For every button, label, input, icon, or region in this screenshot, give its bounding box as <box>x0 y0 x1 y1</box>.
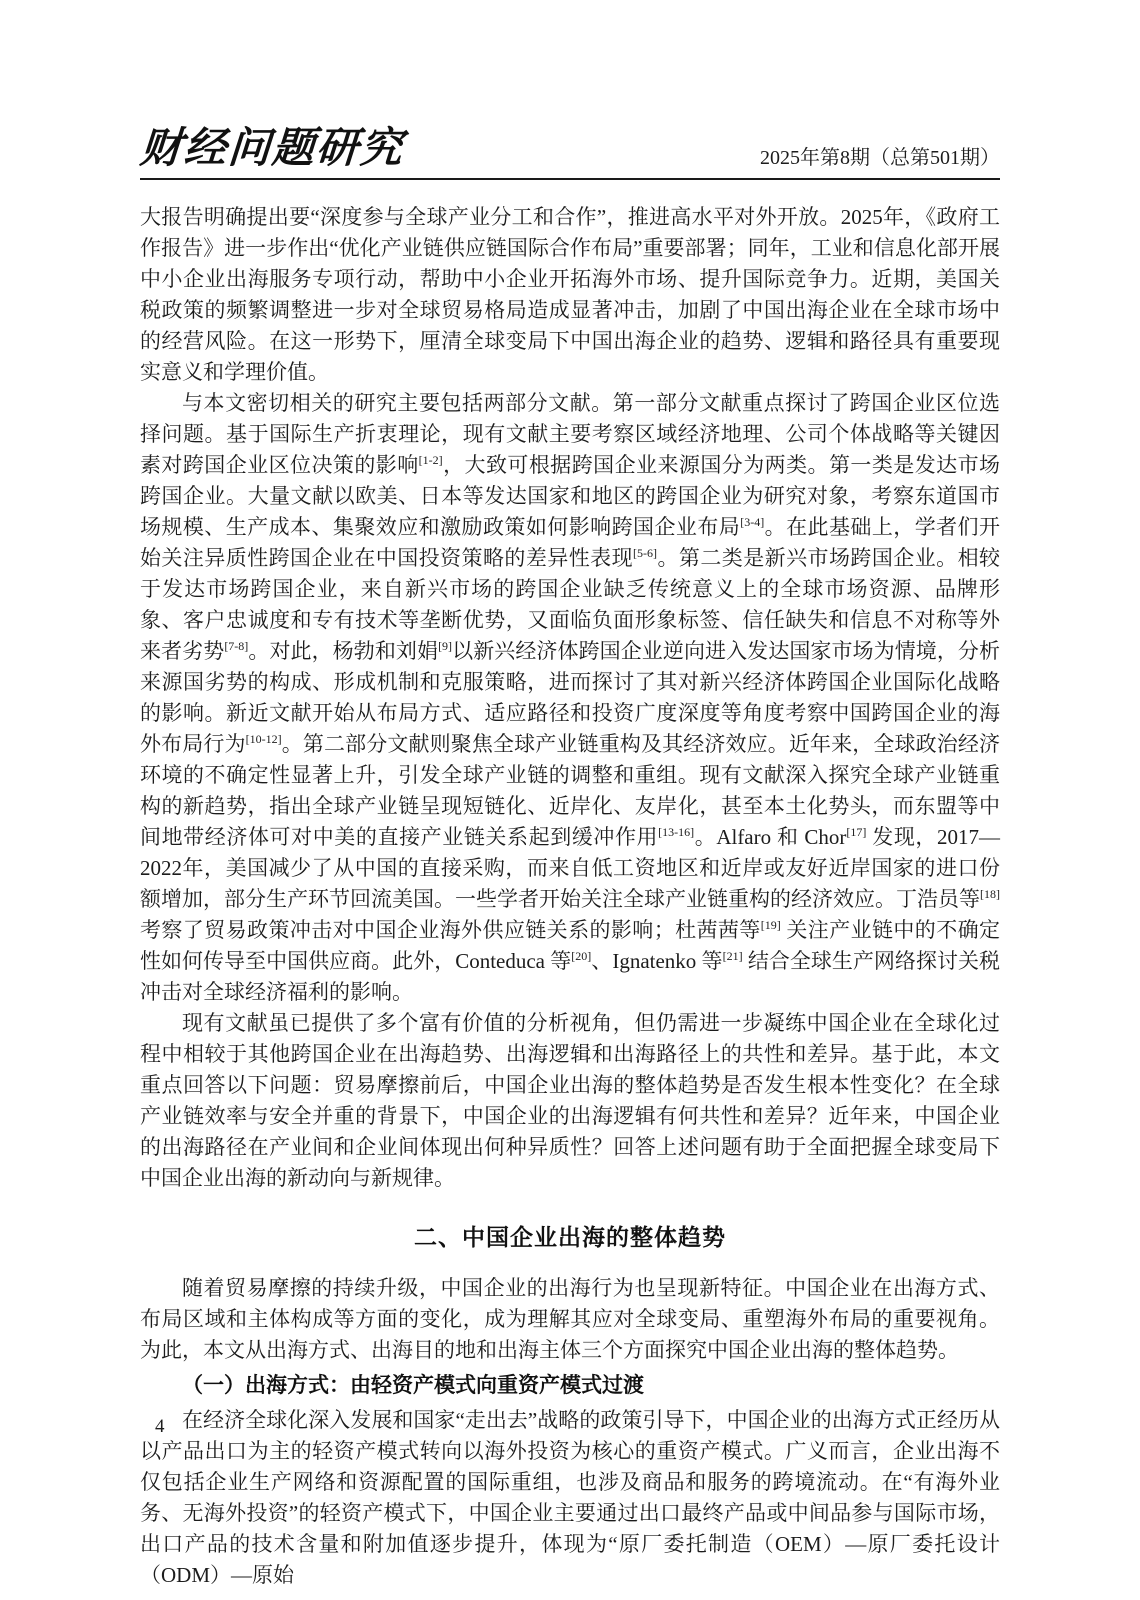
citation-ref: [7-8] <box>224 639 249 654</box>
page-header <box>140 126 1000 180</box>
page-content <box>140 126 1000 1591</box>
citation-ref: [1-2] <box>418 453 443 468</box>
paragraph: 大报告明确提出要“深度参与全球产业分工和合作”，推进高水平对外开放。2025年，《政府工作报告》进一步作出“优化产业链供应链国际合作布局”重要部署；同年，工业和信息化部开展中小企业出海服务专项行动，帮助中小企业开拓海外市场、提升国际竞争力。近期，美国关税政策的频繁调整进一步对全球贸易格局造成显著冲击，加剧了中国出海企业在全球市场中的经营风险。在这一形势下，厘清全球变局下中国出海企业的趋势、逻辑和路径具有重要现实意义和学理价值。 <box>140 205 1000 385</box>
paragraph: 在经济全球化深入发展和国家“走出去”战略的政策引导下，中国企业的出海方式正经历从以产品出口为主的轻资产模式转向以海外投资为核心的重资产模式。广义而言，企业出海不仅包括企业生产网络和资源配置的国际重组，也涉及商品和服务的跨境流动。在“有海外业务、无海外投资”的轻资产模式下，中国企业主要通过出口最终产品或中间品参与国际市场，出口产品的技术含量和附加值逐步提升，体现为“原厂委托制造（OEM）—原厂委托设计（ODM）—原始 <box>140 1408 1000 1588</box>
page-number: 4 <box>155 1416 165 1437</box>
citation-ref: [17] <box>846 825 867 840</box>
citation-ref: [3-4] <box>740 515 765 530</box>
subsection-heading: （一）出海方式：由轻资产模式向重资产模式过渡 <box>182 1374 644 1398</box>
citation-ref: [9] <box>438 639 453 654</box>
citation-ref: [10-12] <box>245 732 282 747</box>
paragraph: 与本文密切相关的研究主要包括两部分文献。第一部分文献重点探讨了跨国企业区位选择问题。基于国际生产折衷理论，现有文献主要考察区域经济地理、公司个体战略等关键因素对跨国企业区位决策的影响[1-2]，大致可根据跨国企业来源国分为两类。第一类是发达市场跨国企业。大量文献以欧美、日本等发达国家和地区的跨国企业为研究对象，考察东道国市场规模、生产成本、集聚效应和激励政策如何影响跨国企业布局[3-4]。在此基础上，学者们开始关注异质性跨国企业在中国投资策略的差异性表现[5-6]。第二类是新兴市场跨国企业。相较于发达市场跨国企业，来自新兴市场的跨国企业缺乏传统意义上的全球市场资源、品牌形象、客户忠诚度和专有技术等垄断优势，又面临负面形象标签、信任缺失和信息不对称等外来者劣势[7-8]。对此，杨勃和刘娟[9]以新兴经济体跨国企业逆向进入发达国家市场为情境，分析来源国劣势的构成、形成机制和克服策略，进而探讨了其对新兴经济体跨国企业国际化战略的影响。新近文献开始从布局方式、适应路径和投资广度深度等角度考察中国跨国企业的海外布局行为[10-12]。第二部分文献则聚焦全球产业链重构及其经济效应。近年来，全球政治经济环境的不确定性显著上升，引发全球产业链的调整和重组。现有文献深入探究全球产业链重构的新趋势，指出全球产业链呈现短链化、近岸化、友岸化，甚至本土化势头，而东盟等中间地带经济体可对中美的直接产业链关系起到缓冲作用[13-16]。Alfaro 和 Chor[17] 发现，2017—2022年，美国减少了从中国的直接采购，而来自低工资地区和近岸或友好近岸国家的进口份额增加，部分生产环节回流美国。一些学者开始关注全球产业链重构的经济效应。丁浩员等[18] 考察了贸易政策冲击对中国企业海外供应链关系的影响；杜茜茜等[19] 关注产业链中的不确定性如何传导至中国供应商。此外，Conteduca 等[20]、Ignatenko 等[21] 结合全球生产网络探讨关税冲击对全球经济福利的影响。 <box>140 391 1001 1005</box>
section-heading: 二、中国企业出海的整体趋势 <box>414 1224 726 1251</box>
citation-ref: [5-6] <box>633 546 658 561</box>
journal-logo: 财经问题研究 <box>138 126 406 172</box>
citation-ref: [20] <box>571 949 592 964</box>
issue-info: 2025年第8期（总第501期） <box>760 147 1000 170</box>
article-body <box>140 202 1000 1591</box>
paragraph: 现有文献虽已提供了多个富有价值的分析视角，但仍需进一步凝练中国企业在全球化过程中相较于其他跨国企业在出海趋势、出海逻辑和出海路径上的共性和差异。基于此，本文重点回答以下问题：贸易摩擦前后，中国企业出海的整体趋势是否发生根本性变化？在全球产业链效率与安全并重的背景下，中国企业的出海逻辑有何共性和差异？近年来，中国企业的出海路径在产业间和企业间体现出何种异质性？回答上述问题有助于全面把握全球变局下中国企业出海的新动向与新规律。 <box>140 1011 1000 1191</box>
citation-ref: [18] <box>980 887 1000 902</box>
citation-ref: [19] <box>760 918 781 933</box>
citation-ref: [13-16] <box>658 825 695 840</box>
citation-ref: [21] <box>722 949 743 964</box>
paragraph: 随着贸易摩擦的持续升级，中国企业的出海行为也呈现新特征。中国企业在出海方式、布局区域和主体构成等方面的变化，成为理解其应对全球变局、重塑海外布局的重要视角。为此，本文从出海方式、出海目的地和出海主体三个方面探究中国企业出海的整体趋势。 <box>140 1276 1000 1363</box>
